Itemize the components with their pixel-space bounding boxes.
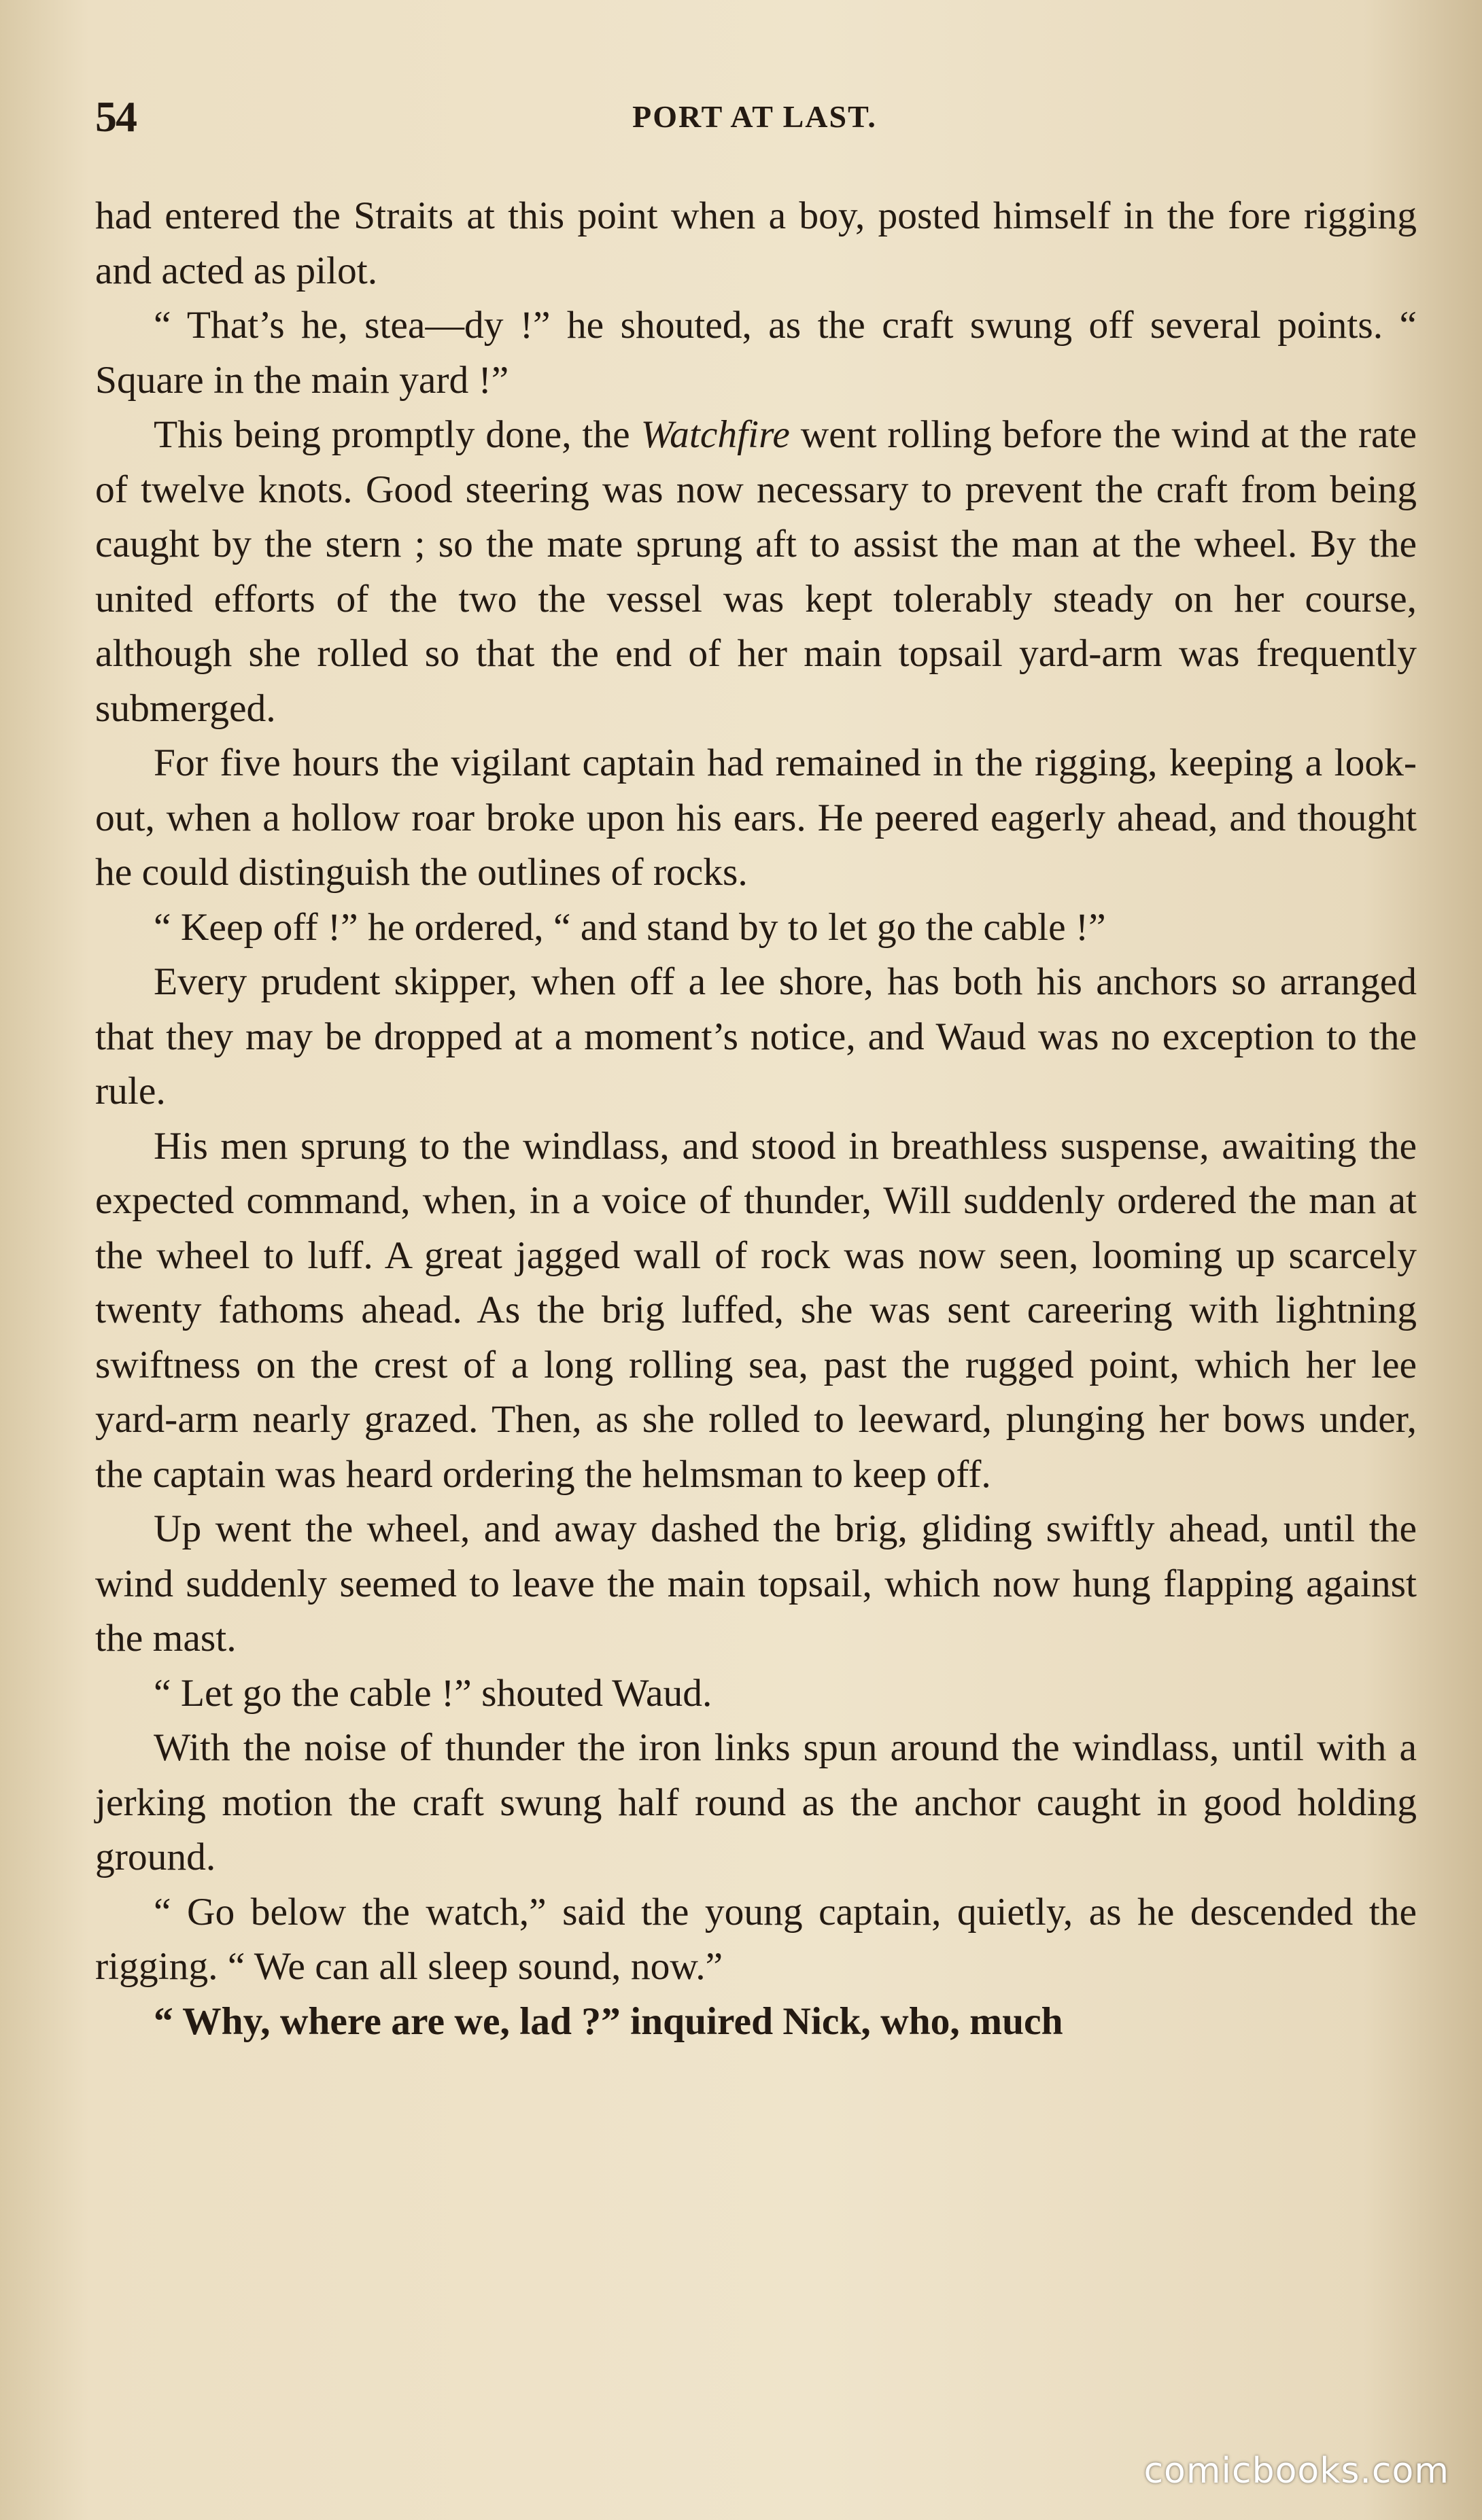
paragraph: Every prudent skipper, when off a lee shore, has both his anchors so arranged that they may be dropped at a moment’s notice, and Waud was no exception to the rule. — [95, 960, 1417, 1113]
paragraph: “ Go below the watch,” said the young captain, quietly, as he descended the rigging. “ We can all sleep sound, now.” — [95, 1890, 1417, 1988]
paragraph: His men sprung to the windlass, and stood in breathless suspense, awaiting the expected command, when, in a voice of thunder, Will suddenly ordered the man at the wheel to luff. A great jagged wall of rock was now seen, looming up scarcely twenty fathoms ahead. As the brig luffed, she was sent careering with lightning swiftness on the crest of a long rolling sea, past the rugged point, which her lee yard-arm nearly grazed. Then, as she rolled to leeward, plunging her bows under, the captain was heard ordering the helmsman to keep off. — [95, 1124, 1417, 1496]
ship-name: Watchfire — [640, 413, 790, 456]
paragraph: For five hours the vigilant captain had remained in the rigging, keeping a look-out, when a hollow roar broke upon his ears. He peered eagerly ahead, and thought he could distinguish the outlines of rocks. — [95, 741, 1417, 894]
watermark: comicbooks.com — [1143, 2451, 1449, 2491]
paragraph: Up went the wheel, and away dashed the brig, gliding swiftly ahead, until the wind suddenly seemed to leave the main topsail, which now hung flapping against the mast. — [95, 1507, 1417, 1660]
paragraph: “ Why, where are we, lad ?” inquired Nick, who, much — [154, 1999, 1063, 2043]
paragraph: “ Keep off !” he ordered, “ and stand by to let go the cable !” — [154, 905, 1106, 949]
paragraph-text: went rolling before the wind at the rate of twelve knots. Good steering was now necessary to prevent the craft from being caught by the stern ; so the mate sprung aft to assist the man at the wheel. By the united efforts of the two the vessel was kept tolerably steady on her course, although she rolled so that the end of her main topsail yard-arm was frequently submerged. — [95, 413, 1417, 730]
paragraph — [95, 408, 1417, 736]
paragraph: “ That’s he, stea—dy !” he shouted, as the craft swung off several points. “ Square in the main yard !” — [95, 304, 1417, 402]
page-number: 54 — [95, 92, 136, 141]
paragraph: “ Let go the cable !” shouted Waud. — [154, 1671, 712, 1715]
paragraph: had entered the Straits at this point when a boy, posted himself in the fore rigging and acted as pilot. — [95, 194, 1417, 292]
running-head: PORT AT LAST. — [632, 99, 877, 134]
body-text — [95, 189, 1417, 2049]
paragraph: With the noise of thunder the iron links spun around the windlass, until with a jerking motion the craft swung half round as the anchor caught in good holding ground. — [95, 1726, 1417, 1878]
page-header — [95, 92, 1414, 146]
paragraph-text: This being promptly done, the — [154, 413, 641, 456]
